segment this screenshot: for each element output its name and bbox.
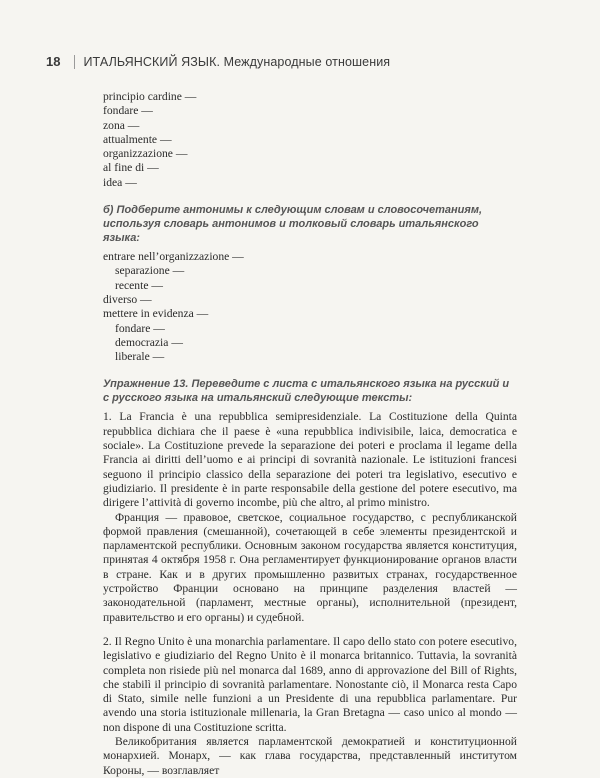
running-title: ИТАЛЬЯНСКИЙ ЯЗЫК. Международные отношения	[83, 54, 391, 69]
list-item: democrazia —	[115, 335, 183, 349]
text-1-italian: 1. La Francia è una repubblica semipresidenziale. La Costituzione della Quinta repubblica dichiara che il paese è «una repubblica indivisibile, laica, democratica e sociale». La Costituzione prevede la separazione dei poteri e proclama il legame della Francia ai diritti dell’uomo e ai principi di sovranità nazionale. Le istituzioni francesi seguono il principio classico della separazione dei poteri tra legislativo, esecutivo e giudiziario. Il presidente è in parte responsabile della gestione del potere esecutivo, ma dirigere l’attività di governo incombe, più che altro, al primo ministro.	[103, 410, 517, 510]
list-item: fondare —	[103, 104, 153, 118]
header-divider	[74, 55, 75, 69]
list-item: fondare —	[115, 321, 165, 335]
word-list-b	[103, 250, 517, 364]
list-item: separazione —	[115, 264, 185, 278]
list-item: attualmente —	[103, 132, 172, 146]
list-item: mettere in evidenza —	[103, 307, 209, 321]
list-item: organizzazione —	[103, 147, 188, 161]
list-item: idea —	[103, 175, 137, 189]
word-list-a	[103, 90, 517, 190]
page-number: 18	[46, 54, 61, 69]
paragraph-gap	[103, 625, 517, 635]
page-header	[46, 54, 570, 69]
list-item: diverso —	[103, 292, 152, 306]
list-item: al fine di —	[103, 161, 159, 175]
text-2-italian: 2. Il Regno Unito è una monarchia parlamentare. Il capo dello stato con potere esecutivo, legislativo e giudiziario del Regno Unito è il monarca britannico. Tuttavia, la sovranità completa non risiede più nel monarca dal 1689, anno di approvazione del Bill of Rights, che stabilì il principio di sovranità parlamentare. Nonostante ciò, il Monarca resta Capo di Stato, simile nelle funzioni a un Presidente di una repubblica parlamentare. Pur avendo una storia istituzionale millenaria, la Gran Bretagna — caso unico al mondo — non dispone di una Costituzione scritta.	[103, 634, 517, 734]
task-b-heading: б) Подберите антонимы к следующим словам и словосочетаниям, используя словарь антонимов и толковый словарь итальянского языка:	[103, 204, 483, 245]
list-item: entrare nell’organizzazione —	[103, 250, 244, 264]
exercise-13-heading: Упражнение 13. Переведите с листа с итальянского языка на русский и с русского языка на итальянский следующие тексты:	[103, 378, 510, 405]
list-item: principio cardine —	[103, 90, 197, 103]
list-item: zona —	[103, 118, 140, 132]
list-item: recente —	[115, 278, 163, 292]
list-item: liberale —	[115, 350, 165, 364]
page-body	[103, 90, 517, 778]
text-1-russian: Франция — правовое, светское, социальное государство, с республиканской формой правления (смешанной), сочетающей в себе элементы президентской и парламентской республики. Основным законом государства является конституция, принятая 4 октября 1958 г. Она регламентирует функционирование органов власти в стране. Как и в других промышленно развитых странах, государственное устройство Франции основано на принципе разделения властей — законодательной (парламент, местные органы), исполнительной (президент, правительство и его органы) и судебной.	[103, 510, 517, 624]
text-2-russian: Великобритания является парламентской демократией и конституционной монархией. Монарх, — как глава государства, представленный институтом Короны, — возглавляет	[103, 734, 517, 777]
